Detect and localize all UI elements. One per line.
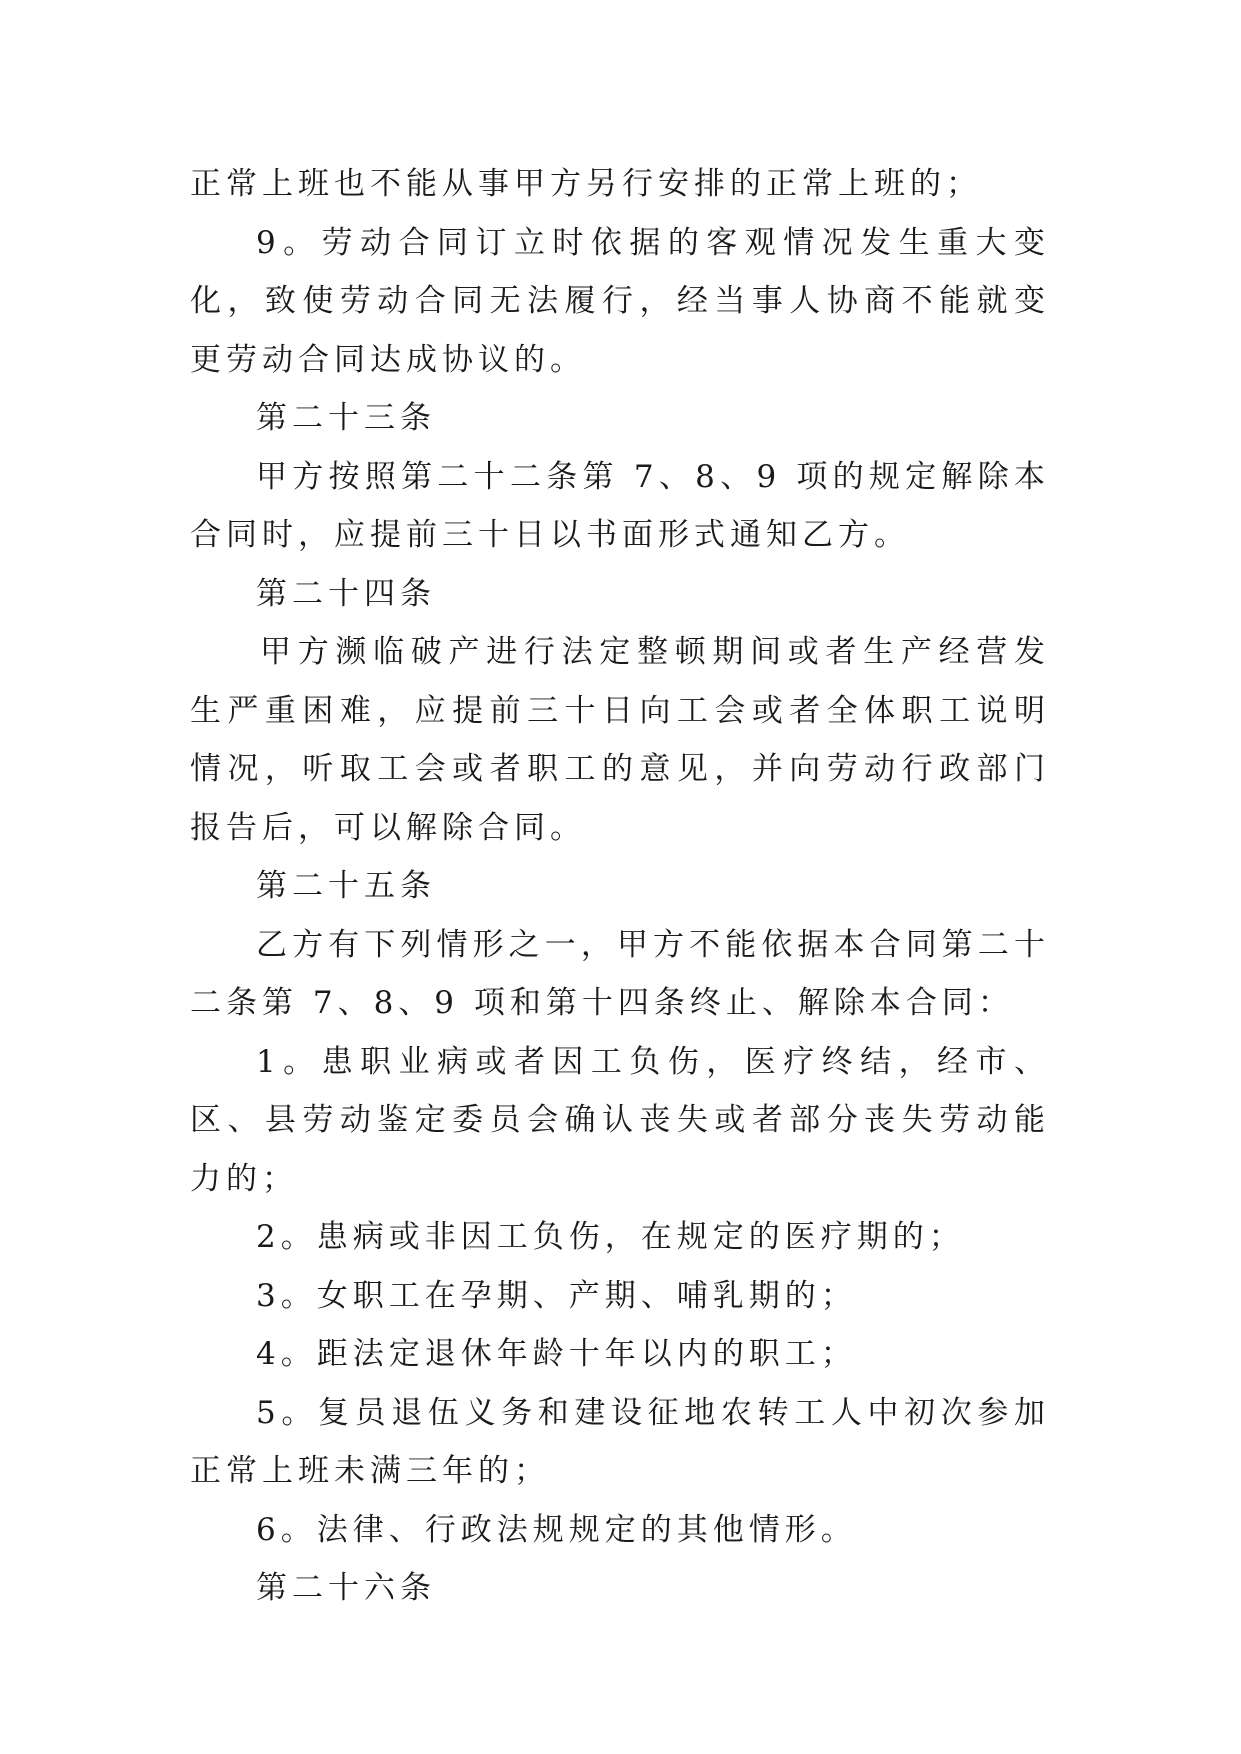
- article-25-body: 乙方有下列情形之一，甲方不能依据本合同第二十二条第 7、8、9 项和第十四条终止、解除本合同：: [190, 926, 1050, 1021]
- article-24-body: 甲方濒临破产进行法定整顿期间或者生产经营发生严重困难，应提前三十日向工会或者全体职工说明情况，听取工会或者职工的意见，并向劳动行政部门报告后，可以解除合同。: [190, 634, 1050, 846]
- article-23-body: 甲方按照第二十二条第 7、8、9 项的规定解除本合同时，应提前三十日以书面形式通知乙方。: [190, 458, 1050, 553]
- article-heading-24: 第二十四条: [256, 575, 436, 612]
- list-item-9: 9。劳动合同订立时依据的客观情况发生重大变化，致使劳动合同无法履行，经当事人协商不能就变更劳动合同达成协议的。: [190, 224, 1050, 378]
- article-heading-23: 第二十三条: [256, 400, 436, 436]
- list-item-5: 5。复员退伍义务和建设征地农转工人中初次参加正常上班未满三年的；: [190, 1394, 1050, 1489]
- list-item-2: 2。患病或非因工负伤，在规定的医疗期的；: [256, 1219, 965, 1255]
- list-item-4: 4。距法定退休年龄十年以内的职工；: [256, 1336, 857, 1372]
- list-item-3: 3。女职工在孕期、产期、哺乳期的；: [256, 1277, 857, 1314]
- article-heading-26: 第二十六条: [256, 1570, 436, 1606]
- article-heading-25: 第二十五条: [256, 868, 436, 904]
- list-item-1: 1。患职业病或者因工负伤，医疗终结，经市、区、县劳动鉴定委员会确认丧失或者部分丧失劳动能力的；: [190, 1043, 1050, 1197]
- document-body: [190, 155, 1050, 1618]
- list-item-6: 6。法律、行政法规规定的其他情形。: [256, 1511, 857, 1548]
- paragraph-continuation: 正常上班也不能从事甲方另行安排的正常上班的；: [190, 166, 982, 202]
